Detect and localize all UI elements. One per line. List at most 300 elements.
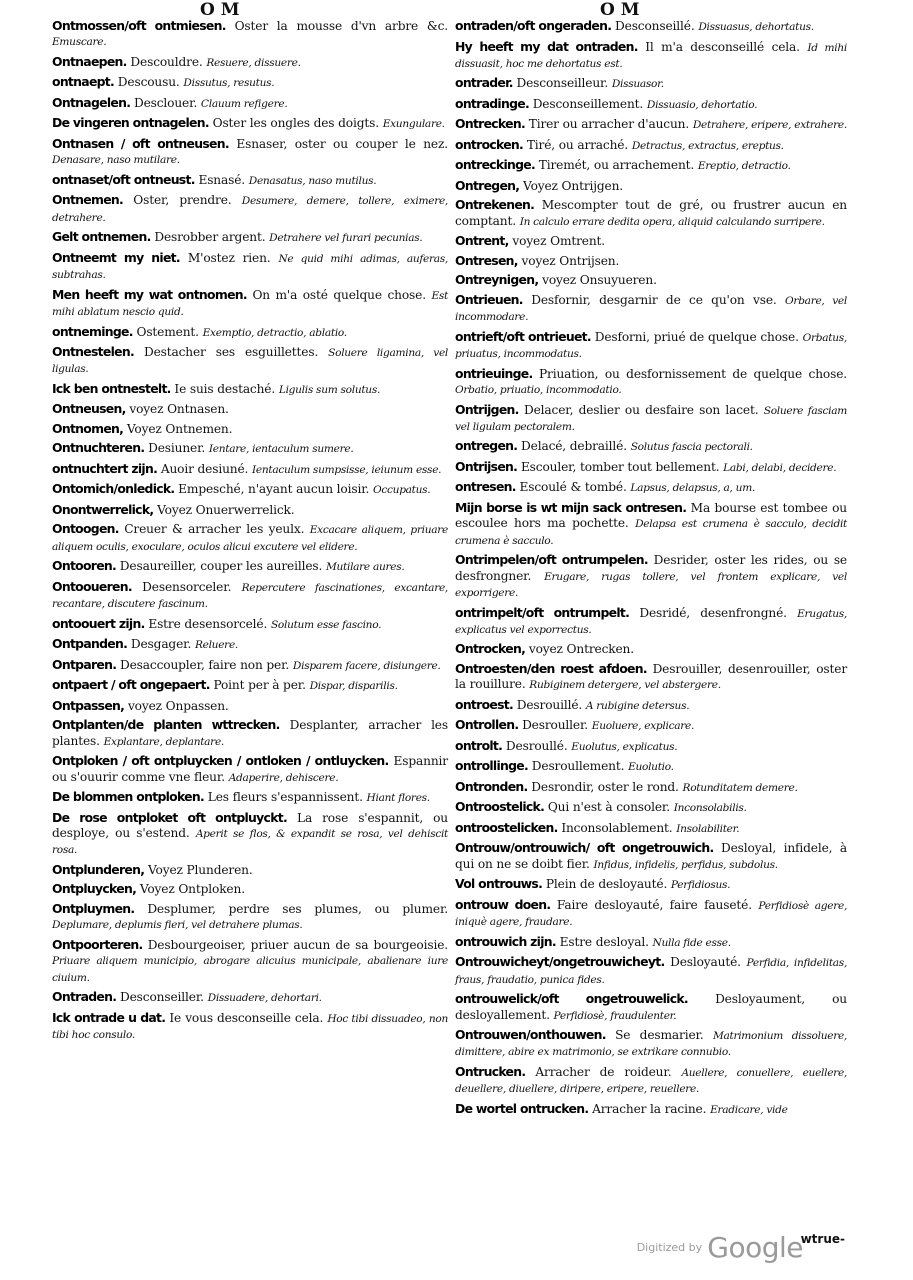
entry-french-gloss: Ie suis destaché. [174, 381, 276, 396]
entry-headword: Ontparen. [52, 656, 117, 672]
dictionary-entry [52, 461, 448, 478]
entry-headword: ontrouw doen. [455, 896, 551, 912]
dictionary-entry [455, 18, 847, 35]
entry-headword: ontresen. [455, 479, 516, 495]
dictionary-entry [455, 661, 847, 694]
entry-headword: ontrolt. [455, 737, 503, 753]
entry-latin-gloss: Priuare aliquem municipio, abrogare alicuius municipale, abalienare iure ciuium. [52, 955, 448, 984]
entry-headword: Ontneusen, [52, 401, 126, 417]
entry-headword: Ontresen, [455, 252, 518, 268]
entry-latin-gloss: Orbatio, priuatio, incommodatio. [455, 384, 622, 397]
entry-latin-gloss: Rubiginem detergere, vel abstergere. [529, 679, 721, 692]
entry-french-gloss: Oster, prendre. [133, 193, 232, 208]
entry-french-gloss: Point per à per. [213, 678, 306, 693]
entry-french-gloss: voyez Ontrijsen. [521, 253, 620, 268]
dictionary-entry [455, 272, 847, 288]
entry-french-gloss: Desgager. [130, 637, 192, 652]
entry-french-gloss: Desforni, priué de quelque chose. [594, 329, 799, 344]
entry-latin-gloss: Perfidiosè, fraudulenter. [553, 1009, 677, 1022]
entry-latin-gloss: Auellere, conuellere, euellere, deuellere, diuellere, diripere, eripere, reuellere. [455, 1066, 847, 1096]
header-right-signature: O M [600, 0, 640, 20]
entry-headword: ontrollinge. [455, 758, 529, 774]
entry-french-gloss: Arracher la racine. [592, 1101, 707, 1116]
entry-headword: Ontroesten/den roest afdoen. [455, 660, 647, 676]
entry-latin-gloss: Soluere fasciam vel ligulam pectoralem. [455, 404, 847, 433]
entry-french-gloss: Desroullement. [531, 759, 625, 774]
dictionary-entry [455, 459, 847, 476]
entry-headword: De vingeren ontnagelen. [52, 115, 209, 131]
entry-headword: Ontrijgen. [455, 401, 519, 417]
entry-headword: ontpaert / oft ongepaert. [52, 677, 210, 693]
entry-headword: Ontronden. [455, 778, 528, 794]
dictionary-entry [52, 54, 448, 71]
entry-french-gloss: Empesché, n'ayant aucun loisir. [178, 482, 370, 497]
digitized-watermark [637, 1231, 803, 1264]
entry-latin-gloss: Orbare, vel incommodare. [455, 294, 847, 324]
entry-french-gloss: Priuation, ou desfornissement de quelque chose. [538, 366, 847, 381]
dictionary-entry [455, 402, 847, 436]
entry-headword: ontrouwich zijn. [455, 933, 556, 949]
entry-latin-gloss: Euoluere, explicare. [591, 720, 695, 733]
entry-headword: Ontpassen, [52, 697, 125, 713]
dictionary-entry [52, 74, 448, 91]
dictionary-entry [52, 172, 448, 189]
entry-latin-gloss: Id mihi dissuasit, hoc me dehortatus est. [455, 41, 847, 70]
entry-headword: Ick ontrade u dat. [52, 1009, 166, 1025]
watermark-prefix: Digitized by [636, 1241, 703, 1254]
entry-french-gloss: voyez Ontnasen. [129, 402, 229, 417]
entry-headword: Ontrecken. [455, 116, 525, 132]
entry-french-gloss: Desconseillement. [532, 96, 644, 111]
dictionary-entry [52, 989, 448, 1006]
entry-latin-gloss: Dissutus, resutus. [183, 77, 275, 90]
catchword: wtrue- [800, 1232, 845, 1246]
entry-french-gloss: Les fleurs s'espannissent. [207, 790, 363, 805]
entry-headword: Ontroostelick. [455, 799, 545, 815]
left-column [52, 18, 448, 1047]
dictionary-entry [52, 717, 448, 750]
entry-headword: ontrimpelt/oft ontrumpelt. [455, 604, 630, 620]
entry-headword: De wortel ontrucken. [455, 1100, 589, 1116]
entry-french-gloss: voyez Onpassen. [127, 698, 229, 713]
entry-headword: Gelt ontnemen. [52, 229, 151, 245]
entry-latin-gloss: Desumere, demere, tollere, eximere, detrahere. [52, 195, 448, 224]
entry-french-gloss: Inconsolablement. [561, 820, 673, 835]
dictionary-entry [52, 324, 448, 341]
dictionary-entry [52, 287, 448, 321]
entry-headword: Ontomich/onledick. [52, 481, 175, 497]
entry-latin-gloss: Disparem facere, disiungere. [292, 659, 441, 672]
entry-french-gloss: Esnaser, oster ou couper le nez. [236, 136, 448, 151]
dictionary-entry [52, 481, 448, 498]
dictionary-entry [455, 1027, 847, 1061]
entry-latin-gloss: Denasatus, naso mutilus. [248, 174, 377, 187]
entry-headword: ontraden/oft ongeraden. [455, 18, 612, 33]
entry-latin-gloss: Eradicare, vide [710, 1103, 788, 1116]
dictionary-entry [52, 421, 448, 437]
header-left-signature: O M [200, 0, 240, 20]
dictionary-entry [52, 616, 448, 633]
entry-headword: Ontrieuen. [455, 291, 523, 307]
dictionary-entry [52, 502, 448, 518]
dictionary-entry [455, 1064, 847, 1098]
entry-french-gloss: La rose s'espannit, ou desploye, ou s'estend. [52, 810, 448, 840]
entry-latin-gloss: Deplumare, deplumis fieri, vel detrahere plumas. [52, 919, 303, 932]
dictionary-entry [52, 401, 448, 417]
entry-latin-gloss: Perfidiosè agere, iniquè agere, fraudare. [455, 899, 848, 929]
dictionary-entry [455, 479, 847, 496]
entry-latin-gloss: Detrahere, eripere, extrahere. [692, 119, 847, 132]
dictionary-entry [455, 233, 847, 249]
dictionary-entry [455, 137, 847, 154]
dictionary-entry [455, 116, 847, 133]
entry-french-gloss: Desrondir, oster le rond. [531, 779, 679, 794]
entry-latin-gloss: Repercutere fascinationes, excantare, recantare, discutere fascinum. [52, 581, 448, 611]
entry-latin-gloss: Hiant flores. [366, 792, 430, 805]
entry-french-gloss: Il m'a desconseillé cela. [645, 39, 800, 54]
entry-latin-gloss: Excacare aliquem, priuare aliquem oculis, exoculare, oculos alicui excutere vel elidere. [52, 524, 449, 553]
entry-latin-gloss: Ligulis sum solutus. [278, 383, 381, 396]
entry-french-gloss: Tiremét, ou arrachement. [538, 158, 695, 173]
entry-latin-gloss: Detrahere vel furari pecunias. [269, 232, 423, 245]
entry-latin-gloss: Euolutio. [628, 761, 674, 774]
entry-latin-gloss: Ne quid mihi adimas, auferas, subtrahas. [52, 252, 449, 282]
entry-french-gloss: Arracher de roideur. [535, 1064, 672, 1079]
entry-french-gloss: Desiuner. [148, 441, 206, 456]
entry-headword: Ontrimpelen/oft ontrumpelen. [455, 552, 648, 568]
entry-latin-gloss: Lapsus, delapsus, a, um. [630, 482, 756, 495]
entry-latin-gloss: Rotunditatem demere. [682, 781, 798, 794]
entry-headword: Ontplunderen, [52, 861, 145, 877]
entry-latin-gloss: In calculo errare dedita opera, aliquid calculando surripere. [519, 215, 825, 228]
entry-french-gloss: Desconseilleur. [516, 76, 609, 91]
entry-headword: Ontnomen, [52, 420, 124, 436]
entry-latin-gloss: Insolabiliter. [676, 822, 740, 835]
dictionary-entry [455, 954, 847, 988]
entry-headword: Men heeft my wat ontnomen. [52, 286, 247, 302]
entry-latin-gloss: Occupatus. [373, 484, 431, 497]
dictionary-entry [52, 440, 448, 457]
entry-latin-gloss: Exemptio, detractio, ablatio. [202, 326, 347, 339]
entry-latin-gloss: Explantare, deplantare. [103, 735, 224, 748]
dictionary-entry [52, 344, 448, 378]
entry-french-gloss: Desridé, desenfrongné. [639, 605, 787, 620]
entry-headword: Ontrouw/ontrouwich/ oft ongetrouwich. [455, 840, 714, 856]
entry-latin-gloss: Aperit se flos, & expandit se rosa, vel dehiscit rosa. [52, 827, 449, 857]
entry-headword: ontreckinge. [455, 157, 536, 173]
entry-headword: Vol ontrouws. [455, 876, 543, 892]
entry-french-gloss: Destacher ses esguillettes. [143, 345, 319, 360]
dictionary-entry [455, 366, 847, 399]
entry-headword: Ontrekenen. [455, 197, 535, 213]
entry-french-gloss: Oster la mousse d'vn arbre &c. [234, 19, 448, 33]
entry-french-gloss: Se desmarier. [615, 1028, 704, 1042]
entry-latin-gloss: Soluere ligamina, vel ligulas. [52, 347, 448, 376]
dictionary-entry [52, 521, 448, 555]
entry-headword: De blommen ontploken. [52, 789, 205, 805]
entry-french-gloss: Voyez Ontploken. [139, 882, 245, 897]
entry-french-gloss: Esnasé. [198, 172, 246, 187]
entry-french-gloss: Desconseiller. [120, 990, 204, 1005]
right-column [455, 18, 847, 1121]
entry-headword: ontoouert zijn. [52, 615, 145, 631]
entry-french-gloss: Oster les ongles des doigts. [212, 116, 379, 131]
dictionary-entry [455, 697, 847, 714]
entry-headword: Ontnagelen. [52, 94, 131, 110]
entry-headword: Ontploken / oft ontpluycken / ontloken / ontluycken. [52, 753, 389, 769]
entry-headword: Ontrocken, [455, 641, 526, 657]
entry-french-gloss: Tiré, ou arraché. [526, 137, 629, 152]
entry-french-gloss: Desrider, oster les rides, ou se desfrongner. [455, 553, 847, 583]
entry-latin-gloss: Emuscare. [52, 36, 107, 49]
entry-headword: ontrader. [455, 75, 513, 91]
dictionary-entry [455, 1101, 847, 1118]
entry-latin-gloss: Perfidia, infidelitas, fraus, fraudatio, punica fides. [455, 957, 848, 986]
entry-french-gloss: Mescompter tout de gré, ou frustrer aucun en comptant. [455, 198, 847, 228]
entry-french-gloss: Voyez Plunderen. [148, 862, 253, 877]
dictionary-entry [455, 840, 847, 873]
entry-latin-gloss: Matrimonium dissoluere, dimittere, abire ex matrimonio, se extrikare connubio. [455, 1030, 848, 1059]
entry-latin-gloss: Solutum esse fascino. [270, 618, 382, 631]
entry-french-gloss: Desloyaument, ou desloyallement. [455, 992, 847, 1022]
entry-french-gloss: Tirer ou arracher d'aucun. [528, 117, 690, 132]
dictionary-entry [455, 438, 847, 455]
entry-french-gloss: Desbourgeoiser, priuer aucun de sa bourgeoisie. [147, 937, 448, 952]
entry-headword: ontregen. [455, 438, 518, 454]
entry-french-gloss: Plein de desloyauté. [545, 877, 668, 892]
entry-french-gloss: voyez Onsuyueren. [542, 273, 657, 288]
entry-french-gloss: Voyez Onuerwerrelick. [157, 502, 295, 517]
dictionary-entry [455, 779, 847, 796]
dictionary-entry [455, 605, 847, 639]
entry-french-gloss: Estre desloyal. [559, 934, 649, 949]
entry-french-gloss: Desfornir, desgarnir de ce qu'on vse. [531, 292, 777, 307]
dictionary-entry [52, 881, 448, 897]
dictionary-entry [455, 799, 847, 816]
entry-french-gloss: Desplumer, perdre ses plumes, ou plumer. [147, 901, 449, 916]
dictionary-entry [52, 753, 448, 786]
entry-headword: Hy heeft my dat ontraden. [455, 38, 638, 54]
entry-headword: ontroostelicken. [455, 819, 558, 835]
entry-latin-gloss: Resuere, dissuere. [206, 56, 301, 69]
dictionary-entry [455, 717, 847, 734]
entry-french-gloss: Voyez Ontrijgen. [523, 178, 624, 193]
dictionary-entry [455, 197, 847, 230]
entry-french-gloss: Creuer & arracher les yeulx. [124, 522, 305, 537]
entry-french-gloss: Voyez Ontnemen. [126, 421, 233, 436]
entry-headword: ontradinge. [455, 95, 529, 111]
entry-latin-gloss: Erugare, rugas tollere, vel frontem explicare, vel exporrigere. [455, 570, 847, 600]
dictionary-entry [52, 901, 448, 934]
entry-latin-gloss: A rubigine detersus. [585, 699, 690, 712]
entry-latin-gloss: Erugatus, explicatus vel exporrectus. [455, 607, 847, 636]
entry-headword: Ontnestelen. [52, 344, 134, 360]
entry-french-gloss: Ma bourse est tombee ou escoulee hors ma pochette. [455, 500, 847, 531]
dictionary-entry [52, 657, 448, 674]
dictionary-entry [455, 292, 847, 326]
dictionary-entry [455, 897, 847, 931]
entry-headword: Ontpluycken, [52, 881, 137, 897]
entry-french-gloss: Desplanter, arracher les plantes. [52, 718, 448, 748]
google-logo: Google [707, 1231, 803, 1264]
entry-french-gloss: Desroullé. [505, 738, 568, 753]
dictionary-entry [52, 937, 448, 986]
entry-french-gloss: Qui n'est à consoler. [547, 800, 670, 815]
entry-headword: Ontnuchteren. [52, 440, 145, 456]
entry-headword: Ontraden. [52, 989, 117, 1005]
entry-headword: ontroest. [455, 696, 513, 712]
entry-french-gloss: Desloyauté. [670, 955, 741, 970]
entry-headword: Ontregen, [455, 177, 520, 193]
dictionary-entry [52, 558, 448, 575]
dictionary-entry [455, 738, 847, 755]
dictionary-entry [52, 115, 448, 132]
entry-headword: Ontpluymen. [52, 900, 135, 916]
dictionary-entry [455, 75, 847, 92]
entry-latin-gloss: Solutus fascia pectorali. [630, 441, 753, 454]
dictionary-entry [455, 157, 847, 174]
dictionary-entry [455, 96, 847, 113]
entry-latin-gloss: Euolutus, explicatus. [571, 740, 678, 753]
entry-latin-gloss: Ientaculum sumpsisse, ieiunum esse. [252, 463, 442, 476]
entry-french-gloss: Ie vous desconseille cela. [169, 1010, 324, 1025]
entry-headword: Ontnemen. [52, 192, 124, 208]
entry-headword: Ontrent, [455, 233, 509, 249]
entry-headword: ontrouwelick/oft ongetrouwelick. [455, 991, 688, 1007]
entry-headword: De rose ontploket oft ontpluyckt. [52, 809, 287, 825]
entry-headword: Ontooren. [52, 558, 117, 574]
entry-headword: Ontrouwen/onthouwen. [455, 1027, 606, 1042]
entry-headword: Ontrijsen. [455, 458, 518, 474]
entry-latin-gloss: Nulla fide esse. [652, 936, 731, 949]
dictionary-entry [52, 698, 448, 714]
dictionary-entry [52, 1010, 448, 1044]
entry-french-gloss: Desrouller. [522, 718, 589, 733]
entry-french-gloss: Espannir ou s'ouurir comme vne fleur. [52, 754, 448, 784]
entry-latin-gloss: Ereptio, detractio. [697, 160, 791, 173]
entry-headword: ontrieuinge. [455, 365, 533, 381]
entry-latin-gloss: Clauum refigere. [200, 97, 288, 110]
dictionary-entry [52, 192, 448, 226]
dictionary-entry [455, 820, 847, 837]
entry-headword: Ontneemt my niet. [52, 249, 180, 265]
dictionary-entry [455, 758, 847, 775]
entry-french-gloss: Desrouiller, desenrouiller, oster la rouillure. [455, 661, 847, 692]
entry-headword: ontrieft/oft ontrieuet. [455, 328, 591, 344]
entry-headword: Ick ben ontnestelt. [52, 380, 171, 396]
entry-headword: ontnaset/oft ontneust. [52, 171, 195, 187]
entry-french-gloss: Delacé, debraillé. [521, 439, 627, 454]
entry-latin-gloss: Perfidiosus. [670, 879, 731, 892]
dictionary-entry [52, 18, 448, 51]
entry-latin-gloss: Delapsa est crumena è sacculo, decidit crumena è sacculo. [455, 518, 847, 547]
dictionary-entry [455, 552, 847, 601]
dictionary-entry [455, 329, 847, 363]
entry-latin-gloss: Dissuasus, dehortatus. [698, 21, 814, 33]
entry-latin-gloss: Infidus, infidelis, perfidus, subdolus. [593, 858, 778, 871]
entry-french-gloss: Desensorceler. [142, 579, 232, 594]
entry-french-gloss: Auoir desiuné. [160, 461, 249, 476]
dictionary-entry [455, 253, 847, 269]
entry-headword: Ontnaepen. [52, 53, 127, 69]
dictionary-entry [455, 876, 847, 893]
dictionary-entry [52, 229, 448, 246]
entry-french-gloss: Desclouer. [133, 95, 198, 110]
entry-latin-gloss: Detractus, extractus, ereptus. [631, 139, 784, 152]
dictionary-entry [52, 136, 448, 169]
dictionary-entry [52, 579, 448, 613]
dictionary-entry [52, 862, 448, 878]
entry-latin-gloss: Dissuasio, dehortatio. [646, 98, 758, 111]
dictionary-entry [455, 178, 847, 194]
entry-headword: ontnaept. [52, 74, 115, 90]
entry-headword: Ontnasen / oft ontneusen. [52, 135, 229, 151]
dictionary-entry [52, 381, 448, 398]
entry-latin-gloss: Dissuadere, dehortari. [207, 992, 322, 1005]
entry-headword: Ontpanden. [52, 636, 128, 652]
entry-headword: Ontmossen/oft ontmiesen. [52, 18, 226, 33]
entry-headword: ontneminge. [52, 323, 133, 339]
entry-french-gloss: Escouler, tomber tout bellement. [520, 459, 720, 474]
dictionary-entry [52, 636, 448, 653]
entry-french-gloss: Estre desensorcelé. [148, 616, 268, 631]
entry-french-gloss: On m'a osté quelque chose. [252, 287, 426, 302]
dictionary-entry [455, 500, 847, 549]
entry-french-gloss: Escoulé & tombé. [519, 480, 627, 495]
entry-french-gloss: Descouldre. [130, 54, 203, 69]
dictionary-entry [52, 677, 448, 694]
entry-french-gloss: Descousu. [117, 75, 180, 90]
entry-latin-gloss: Mutilare aures. [325, 561, 405, 574]
entry-latin-gloss: Inconsolabilis. [673, 802, 747, 815]
entry-headword: ontrocken. [455, 136, 524, 152]
dictionary-entry [52, 810, 448, 859]
dictionary-entry [52, 789, 448, 806]
entry-french-gloss: Desloyal, infidele, à qui on ne se doibt fier. [455, 841, 848, 871]
entry-headword: Mijn borse is wt mijn sack ontresen. [455, 499, 687, 515]
entry-headword: Ontplanten/de planten wttrecken. [52, 717, 280, 733]
entry-latin-gloss: Denasare, naso mutilare. [52, 154, 180, 167]
entry-french-gloss: Desconseillé. [615, 19, 695, 33]
dictionary-entry [455, 934, 847, 951]
entry-headword: Ontreynigen, [455, 272, 539, 288]
dictionary-entry [455, 991, 847, 1024]
entry-french-gloss: Delacer, deslier ou desfaire son lacet. [523, 402, 759, 417]
entry-latin-gloss: Dissuasor. [611, 78, 664, 91]
dictionary-entry [455, 641, 847, 657]
dictionary-entry [52, 250, 448, 284]
entry-french-gloss: voyez Ontrecken. [528, 642, 634, 657]
entry-latin-gloss: Orbatus, priuatus, incommodatus. [455, 331, 847, 361]
entry-french-gloss: Ostement. [136, 324, 199, 339]
entry-latin-gloss: Ientare, ientaculum sumere. [208, 443, 354, 456]
entry-headword: Ontoogen. [52, 521, 119, 537]
entry-latin-gloss: Reluere. [194, 639, 238, 652]
entry-french-gloss: Desrouillé. [516, 697, 583, 712]
entry-french-gloss: Faire desloyauté, faire fauseté. [556, 897, 752, 912]
entry-headword: Ontrollen. [455, 717, 519, 733]
entry-latin-gloss: Dispar, disparilis. [309, 680, 398, 693]
entry-headword: Ontpoorteren. [52, 936, 143, 952]
entry-french-gloss: Desrobber argent. [154, 230, 266, 245]
entry-headword: Ontrucken. [455, 1063, 526, 1079]
entry-french-gloss: Desaccoupler, faire non per. [120, 657, 290, 672]
entry-latin-gloss: Adaperire, dehiscere. [228, 771, 339, 784]
entry-french-gloss: voyez Omtrent. [512, 234, 606, 249]
entry-french-gloss: Desaureiller, couper les aureilles. [119, 559, 323, 574]
dictionary-entry [52, 95, 448, 112]
entry-latin-gloss: Exungulare. [382, 118, 445, 131]
